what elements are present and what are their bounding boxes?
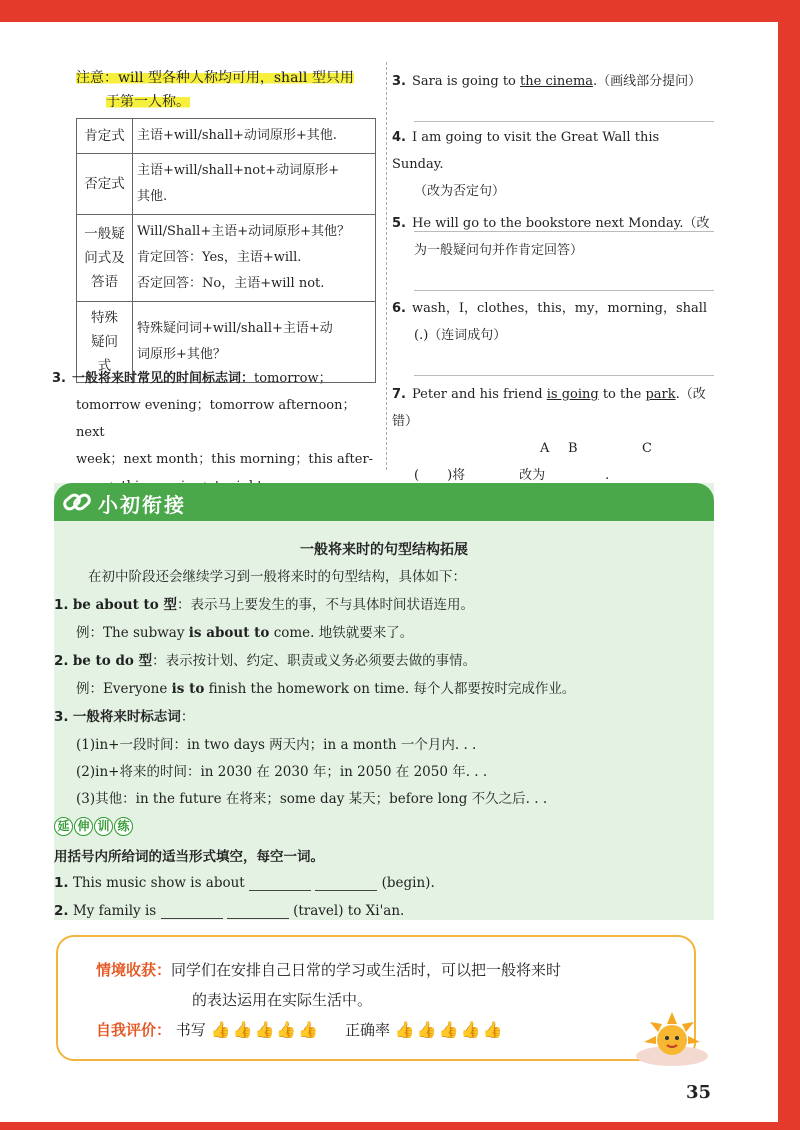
row-body: 主语+will/shall+动词原形+其他. bbox=[133, 119, 376, 154]
question-4: 4. I am going to visit the Great Wall this Sunday. （改为否定句） bbox=[392, 124, 714, 232]
row-body: 主语+will/shall+not+动词原形+ 其他. bbox=[133, 154, 376, 215]
row-head: 否定式 bbox=[77, 154, 133, 215]
intro-text: 在初中阶段还会继续学习到一般将来时的句型结构，具体如下： bbox=[88, 569, 466, 585]
thumbs-up-icon[interactable]: 👍 bbox=[276, 1020, 297, 1039]
summary-box: 情境收获：同学们在安排自己日常的学习或生活时，可以把一般将来时 的表达运用在实际生活中。 自我评价： 书写 👍 👍 👍 👍 👍 正确率 👍 👍 👍 👍 👍 bbox=[56, 935, 696, 1061]
self-eval-label: 自我评价： bbox=[96, 1021, 172, 1039]
fill-blank[interactable] bbox=[249, 890, 311, 891]
question-3: 3. Sara is going to the cinema.（画线部分提问） bbox=[392, 68, 714, 122]
thumbs-up-icon[interactable]: 👍 bbox=[438, 1020, 459, 1039]
row-head: 一般疑问式及答语 bbox=[77, 215, 133, 302]
page-frame-right bbox=[778, 0, 800, 1130]
row-body: Will/Shall+主语+动词原形+其他？ 肯定回答：Yes，主语+will. 否定回答：No，主语+will not. bbox=[133, 215, 376, 302]
bridge-content: 一般将来时的句型结构拓展 在初中阶段还会继续学习到一般将来时的句型结构，具体如下： 1. be about to 型：表示马上要发生的事，不与具体时间状语连用。 例：The subway is about to come. 地铁就要来了。 2. be to do 型：表示按计划、约定、职责或义务必须要去做的事情。 例：Everyone is to finish the homework on time. 每个人都要按时完成作业。 3. 一般将来时标志词： (1)in+一段时间：in two days 两天内；in a month 一个月内. . . (2)in+将来的时间：in 2030 在 2030 年；in 2050 在 2050 年. . . (3)其他：in the future 在将来；some day 某天；before long 不久之后. . . 延 伸 训 练 用括号内所给词的适当形式填空，每空一词。 1. This music show is about (begin). 2. My family is (travel) to Xi'an. bbox=[54, 521, 714, 559]
harvest-label: 情境收获： bbox=[96, 961, 172, 979]
note-line-2: 于第一人称。 bbox=[106, 94, 190, 110]
thumbs-up-icon[interactable]: 👍 bbox=[460, 1020, 481, 1039]
question-5: 5. He will go to the bookstore next Monday.（改 为一般疑问句并作肯定回答） bbox=[392, 210, 714, 291]
chain-link-icon bbox=[60, 485, 94, 519]
thumbs-up-icon[interactable]: 👍 bbox=[254, 1020, 275, 1039]
note-line-1: 注意：will 型各种人称均可用，shall 型只用 bbox=[76, 70, 354, 86]
grammar-table bbox=[76, 118, 376, 383]
question-6: 6. wash，I，clothes，this，my，morning，shall (.)（连词成句） bbox=[392, 295, 714, 376]
time-markers-point: 3. 一般将来时常见的时间标志词：tomorrow； tomorrow evening；tomorrow afternoon；next week；next month；this morning；this after- bbox=[52, 371, 374, 467]
bridge-banner bbox=[54, 483, 714, 521]
extension-badge: 延 伸 训 练 bbox=[54, 817, 134, 836]
page-number: 35 bbox=[686, 1082, 712, 1103]
fill-blank[interactable] bbox=[315, 890, 377, 891]
table-row bbox=[77, 215, 376, 302]
fill-blank[interactable] bbox=[227, 918, 289, 919]
point-title: 一般将来时常见的时间标志词： bbox=[71, 371, 254, 386]
question-7: 7. Peter and his friend is going to the park.（改错） A B C ( )将 改为 . bbox=[392, 381, 714, 489]
thumbs-up-icon[interactable]: 👍 bbox=[394, 1020, 415, 1039]
fill-blank[interactable] bbox=[161, 918, 223, 919]
answer-line[interactable] bbox=[414, 121, 714, 122]
thumbs-up-icon[interactable]: 👍 bbox=[482, 1020, 503, 1039]
thumbs-up-icon[interactable]: 👍 bbox=[232, 1020, 253, 1039]
thumbs-up-icon[interactable]: 👍 bbox=[210, 1020, 231, 1039]
thumbs-up-icon[interactable]: 👍 bbox=[416, 1020, 437, 1039]
answer-line[interactable] bbox=[414, 290, 714, 291]
section-title: 一般将来时的句型结构拓展 bbox=[300, 542, 468, 558]
column-divider bbox=[386, 62, 387, 470]
usage-note bbox=[76, 66, 386, 114]
table-row bbox=[77, 154, 376, 215]
page-frame-top bbox=[0, 0, 800, 22]
thumbs-up-icon[interactable]: 👍 bbox=[298, 1020, 319, 1039]
row-body: 特殊疑问词+will/shall+主语+动 词原形+其他？ bbox=[133, 302, 376, 383]
writing-rating[interactable] bbox=[211, 1021, 325, 1039]
page-frame-bottom bbox=[0, 1122, 800, 1130]
sun-mascot-icon bbox=[632, 1010, 712, 1070]
table-row bbox=[77, 119, 376, 154]
answer-line[interactable] bbox=[414, 375, 714, 376]
row-head: 特殊疑问式 bbox=[77, 302, 133, 383]
extension-instruction: 用括号内所给词的适当形式填空，每空一词。 bbox=[54, 849, 324, 865]
bridge-title: 小初衔接 bbox=[98, 493, 186, 517]
accuracy-rating[interactable] bbox=[395, 1021, 505, 1039]
row-head: 肯定式 bbox=[77, 119, 133, 154]
